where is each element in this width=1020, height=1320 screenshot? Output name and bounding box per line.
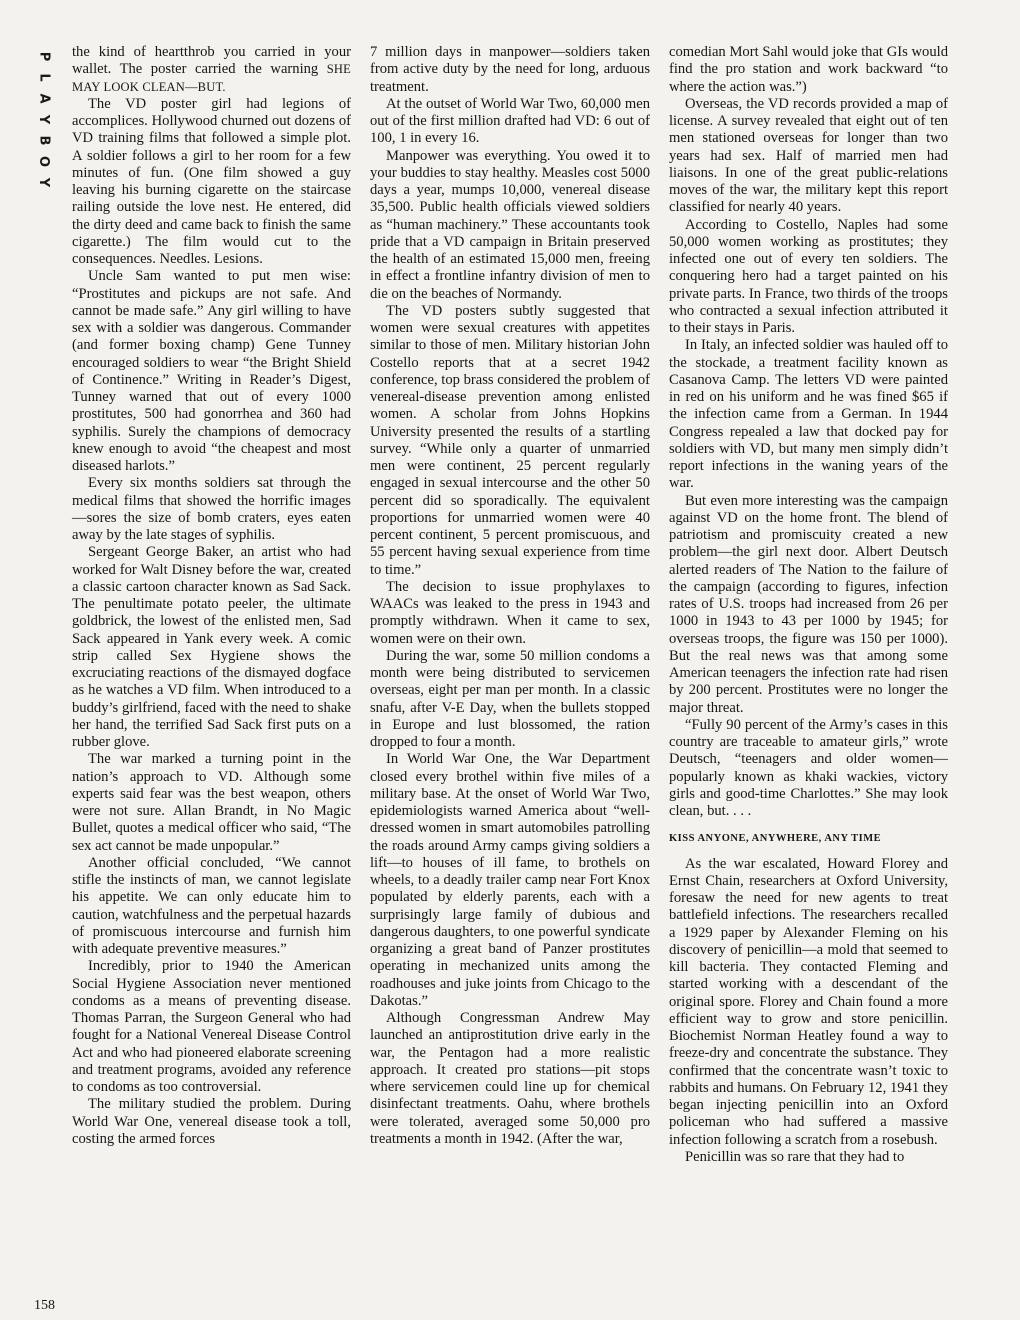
body-paragraph bbox=[72, 475, 351, 544]
paragraph-text: Sergeant George Baker, an artist who had worked for Walt Disney before the war, created a classic cartoon character known as Sad Sack. The penultimate potato peeler, the ultimate goldbrick, the lowest of the enlisted men, Sad Sack appeared in Yank every week. A comic strip called Sex Hygiene shows the excruciating reactions of the dismayed dogface as he watches a VD film. When introduced to a buddy’s girlfriend, faced with the need to shake her hand, the terrified Sad Sack first puts on a rubber glove. bbox=[72, 544, 351, 750]
paragraph-text: In Italy, an infected soldier was hauled off to the stockade, a treatment facility known as Casanova Camp. The letters VD were painted in red on his uniform and he was fined $65 if the infection came from a German. In 1944 Congress repealed a law that docked pay for soldiers with VD, but many men simply didn’t report infections in the waning years of the war. bbox=[669, 337, 948, 492]
text-column-2 bbox=[370, 44, 650, 1148]
paragraph-text: Every six months soldiers sat through the medical films that showed the horrific images—sores the size of bomb craters, eyes eaten away by the late stages of syphilis. bbox=[72, 475, 351, 543]
body-paragraph bbox=[370, 751, 650, 1010]
body-paragraph bbox=[669, 337, 948, 492]
body-paragraph bbox=[72, 751, 351, 855]
paragraph-text: Although Congressman Andrew May launched an antiprostitution drive early in the war, the Pentagon had a more realistic approach. It created pro stations—pit stops where servicemen could line up for chemical disinfectant treatments. Oahu, where brothels were tolerated, averaged some 50,000 pro treatments a month in 1942. (After the war, bbox=[370, 1010, 650, 1147]
masthead-letter: A bbox=[36, 93, 52, 104]
paragraph-text: The military studied the problem. During World War One, venereal disease took a toll, costing the armed forces bbox=[72, 1096, 351, 1147]
body-paragraph bbox=[370, 44, 650, 96]
paragraph-text: The VD posters subtly suggested that women were sexual creatures with appetites similar to those of men. Military historian John Costello reports that at a secret 1942 conference, top brass considered the problem of venereal-disease prevention among enlisted women. A scholar from Johns Hopkins University presented the results of a startling survey. “While only a quarter of unmarried men were continent, 25 percent regularly engaged in sexual intercourse and the other 50 percent did so sporadically. The equivalent proportions for unmarried women were 40 percent continent, 5 percent promiscuous, and 55 percent having sexual experience from time to time.” bbox=[370, 302, 651, 578]
body-paragraph bbox=[72, 44, 351, 96]
masthead-letter: P bbox=[36, 51, 52, 62]
paragraph-text: the kind of heartthrob you carried in your wallet. The poster carried the warning bbox=[72, 44, 351, 78]
body-paragraph bbox=[669, 217, 948, 338]
paragraph-text: Overseas, the VD records provided a map of license. A survey revealed that eight out of ten men stationed overseas for longer than two years had sex. Half of married men had liaisons. In one of the great public-relations moves of the war, the military kept this report classified for nearly 40 years. bbox=[669, 95, 948, 216]
section-subhead bbox=[669, 830, 948, 847]
masthead-letter: O bbox=[36, 155, 52, 168]
paragraph-text: Incredibly, prior to 1940 the American Social Hygiene Association never mentioned condoms as a means of preventing disease. Thomas Parran, the Surgeon General who had fought for a National Venereal Disease Control Act and who had pioneered elaborate screening and treatment programs, avoided any reference to condoms as too controversial. bbox=[72, 958, 351, 1095]
text-column-3 bbox=[669, 44, 948, 1166]
body-paragraph bbox=[669, 44, 948, 96]
body-paragraph bbox=[370, 1010, 650, 1148]
body-paragraph bbox=[370, 96, 650, 148]
paragraph-text: In World War One, the War Department closed every brothel within five miles of a military base. At the onset of World War Two, epidemiologists warned America about “well-dressed women in smart automobiles patrolling the roads around Army camps giving soldiers a lift—to houses of ill fame, to brothels on wheels, to a deadly trailer camp near Fort Knox populated by elderly parents, each with a surprisingly large family of dubious and dangerous daughters, to one powerful syndicate organizing a great band of Panzer prostitutes operating in mechanized units among the roadhouses and juke joints from Chicago to the Dakotas.” bbox=[370, 751, 650, 1009]
body-paragraph bbox=[72, 96, 351, 269]
body-paragraph bbox=[370, 579, 650, 648]
paragraph-text: Uncle Sam wanted to put men wise: “Prostitutes and pickups are not safe. And cannot be made safe.” Any girl willing to have sex with a soldier was dangerous. Commander (and former boxing champ) Gene Tunney encouraged soldiers to wear “the Bright Shield of Continence.” Writing in Reader’s Digest, Tunney warned that out of every 1000 prostitutes, 500 had gonorrhea and 360 had syphilis. Surely the champions of democracy knew enough to avoid “the cheapest and most diseased harlots.” bbox=[72, 268, 351, 474]
body-paragraph bbox=[669, 717, 948, 821]
body-paragraph bbox=[72, 544, 351, 751]
paragraph-text: comedian Mort Sahl would joke that GIs would find the pro station and work backward “to where the action was.”) bbox=[669, 44, 948, 95]
body-paragraph bbox=[370, 648, 650, 752]
masthead-letter: Y bbox=[36, 177, 52, 188]
paragraph-text: At the outset of World War Two, 60,000 men out of the first million drafted had VD: 6 out of 100, 1 in every 16. bbox=[370, 95, 650, 147]
paragraph-text: 7 million days in manpower—soldiers taken from active duty by the need for long, arduous treatment. bbox=[370, 44, 650, 95]
paragraph-text: “Fully 90 percent of the Army’s cases in this country are traceable to amateur girls,” wrote Deutsch, “teenagers and older women—popularly known as khaki wackies, victory girls and good-time Charlottes.” She may look clean, but. . . . bbox=[669, 716, 948, 819]
body-paragraph bbox=[669, 96, 948, 217]
masthead-letter: Y bbox=[36, 114, 52, 125]
masthead-letter: L bbox=[36, 73, 52, 82]
masthead-letter: B bbox=[36, 135, 52, 146]
body-paragraph bbox=[72, 958, 351, 1096]
paragraph-text: During the war, some 50 million condoms a month were being distributed to servicemen overseas, eight per man per month. In a classic snafu, after V-E Day, when the bullets stopped in Europe and lust blossomed, the ration dropped to four a month. bbox=[370, 647, 650, 750]
body-paragraph bbox=[669, 1149, 948, 1166]
paragraph-text: KISS ANYONE, ANYWHERE, ANY TIME bbox=[669, 833, 882, 845]
body-paragraph bbox=[72, 1096, 351, 1148]
paragraph-text: As the war escalated, Howard Florey and Ernst Chain, researchers at Oxford University, foresaw the need for new agents to treat battlefield infections. The researchers recalled a 1929 paper by Alexander Fleming on his discovery of penicillin—a mold that seemed to kill bacteria. They contacted Fleming and started working with a descendant of the original spore. Florey and Chain found a more efficient way to grow and store penicillin. Biochemist Norman Heatley found a way to freeze-dry and concentrate the substance. They confirmed that the concentrate wasn’t toxic to rabbits and humans. On February 12, 1941 they began injecting penicillin into an Oxford policeman who had suffered a massive infection following a scratch from a rosebush. bbox=[669, 855, 948, 1148]
paragraph-text: Another official concluded, “We cannot stifle the instincts of man, we cannot legislate his appetite. We can only educate him to caution, watchfulness and the perpetual hazards of promiscuous intercourse and furnish him with adequate preventive measures.” bbox=[72, 854, 351, 957]
page-number: 158 bbox=[34, 1298, 55, 1313]
paragraph-text: The decision to issue prophylaxes to WAACs was leaked to the press in 1943 and promptly withdrawn. When it came to sex, women were on their own. bbox=[370, 578, 650, 647]
paragraph-text: Penicillin was so rare that they had to bbox=[685, 1148, 905, 1165]
playboy-masthead bbox=[36, 46, 52, 193]
body-paragraph bbox=[669, 493, 948, 717]
body-paragraph bbox=[370, 148, 650, 303]
paragraph-text: According to Costello, Naples had some 50,000 women working as prostitutes; they infected one out of every ten soldiers. The conquering hero had a target painted on his private parts. In France, two thirds of the troops who contracted a sexual infection attributed it to their stays in Paris. bbox=[669, 216, 948, 336]
paragraph-text: Manpower was everything. You owed it to your buddies to stay healthy. Measles cost 5000 days a year, mumps 10,000, venereal disease 35,500. Public health officials viewed soldiers as “human machinery.” These accountants took pride that a VD campaign in Britain preserved the health of an estimated 15,000 men, freeing in effect a frontline infantry division of men to die on the beaches of Normandy. bbox=[370, 147, 650, 302]
body-paragraph bbox=[370, 303, 650, 579]
body-paragraph bbox=[72, 268, 351, 475]
body-paragraph bbox=[72, 855, 351, 959]
paragraph-text: The war marked a turning point in the nation’s approach to VD. Although some experts said fear was the best weapon, others were not sure. Allan Brandt, in No Magic Bullet, quotes a medical officer who said, “The sex act cannot be made unpopular.” bbox=[72, 751, 351, 854]
paragraph-text: The VD poster girl had legions of accomplices. Hollywood churned out dozens of VD training films that followed a simple plot. A soldier follows a girl to her room for a few minutes of fun. (One film showed a guy leaving his burning cigarette on the staircase railing outside the love nest. He entered, did the dirty deed and came back to finish the same cigarette.) The film would cut to the consequences. Needles. Lesions. bbox=[72, 95, 351, 267]
poster-warning: SHE MAY LOOK CLEAN—BUT. bbox=[72, 62, 351, 94]
body-paragraph bbox=[669, 856, 948, 1149]
paragraph-text: But even more interesting was the campaign against VD on the home front. The blend of patriotism and promiscuity created a new problem—the girl next door. Albert Deutsch alerted readers of The Nation to the failure of the campaign (according to figures, infection rates of U.S. troops had increased from 26 per 1000 in 1943 to 43 per 1000 by 1945; for overseas troops, the figure was 150 per 1000). But the real news was that among some American teenagers the infection rate had risen by 200 percent. Prostitutes were no longer the major threat. bbox=[669, 492, 948, 716]
text-column-1 bbox=[72, 44, 351, 1148]
